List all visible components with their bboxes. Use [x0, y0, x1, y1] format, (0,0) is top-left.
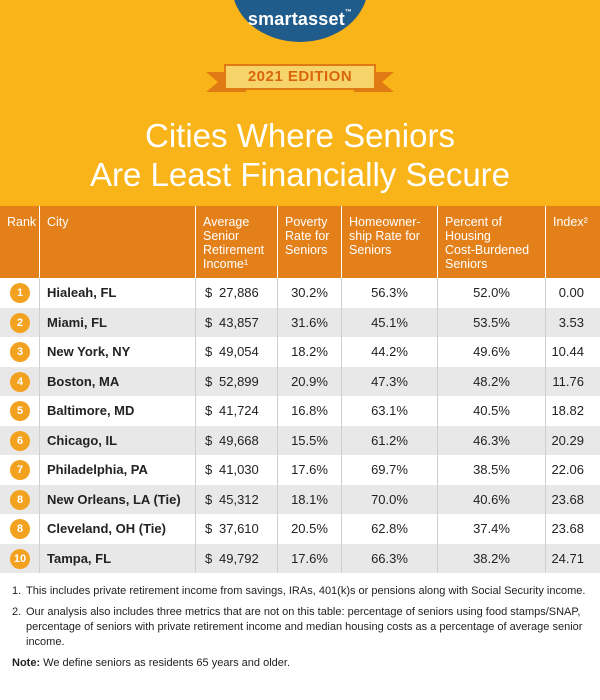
rank-badge: 1: [10, 283, 30, 303]
income-value: 43,857: [219, 314, 259, 330]
rank-cell: [0, 396, 40, 426]
city-cell: Baltimore, MD: [40, 396, 196, 426]
poverty-cell: 30.2%: [278, 278, 342, 308]
rank-badge: 10: [10, 549, 30, 569]
income-value: 41,030: [219, 462, 259, 477]
currency-symbol: $: [205, 550, 213, 566]
currency-symbol: $: [205, 314, 213, 330]
page-title: [0, 116, 600, 194]
rank-cell: [0, 485, 40, 515]
footnote-2: 2. Our analysis also includes three metrics that are not on this table: percentage of seniors using food stamps/SNAP, percentage of seniors with private retirement income and median housing costs as a percentage of average senior income.: [12, 606, 583, 648]
burdened-cell: 40.5%: [438, 396, 546, 426]
poverty-cell: 17.6%: [278, 544, 342, 574]
income-cell: [196, 396, 278, 426]
rank-cell: [0, 308, 40, 338]
currency-symbol: $: [205, 432, 213, 448]
income-value: 41,724: [219, 403, 259, 418]
currency-symbol: $: [205, 403, 213, 418]
rank-badge: 2: [10, 313, 30, 333]
burdened-cell: 49.6%: [438, 337, 546, 367]
income-value: 49,054: [219, 344, 259, 359]
homeownership-cell: 45.1%: [342, 308, 438, 338]
city-cell: Miami, FL: [40, 308, 196, 338]
rank-badge: 7: [10, 460, 30, 480]
index-cell: 3.53: [558, 314, 584, 330]
city-cell: New York, NY: [40, 337, 196, 367]
income-cell: [196, 278, 278, 308]
rank-cell: [0, 514, 40, 544]
table-row: [0, 396, 600, 426]
burdened-cell: 37.4%: [438, 514, 546, 544]
income-cell: [196, 367, 278, 397]
index-cell: 22.06: [551, 462, 584, 477]
column-header-income: Average Senior Retirement Income¹: [196, 206, 278, 278]
homeownership-cell: 44.2%: [342, 337, 438, 367]
column-header-index: Index²: [553, 215, 588, 229]
burdened-cell: 48.2%: [438, 367, 546, 397]
city-cell: Cleveland, OH (Tie): [40, 514, 196, 544]
currency-symbol: $: [205, 373, 213, 389]
column-header-city: City: [40, 206, 196, 278]
homeownership-cell: 70.0%: [342, 485, 438, 515]
rank-badge: 8: [10, 519, 30, 539]
homeownership-cell: 63.1%: [342, 396, 438, 426]
income-value: 49,792: [219, 550, 259, 566]
index-cell: 10.44: [551, 344, 584, 359]
income-cell: [196, 544, 278, 574]
table-row: [0, 337, 600, 367]
currency-symbol: $: [205, 521, 213, 536]
column-header-rank: Rank: [0, 206, 40, 278]
poverty-cell: 31.6%: [278, 308, 342, 338]
note-line: Note: We define seniors as residents 65 years and older.: [12, 657, 290, 669]
homeownership-cell: 61.2%: [342, 426, 438, 456]
footnote-1: 1. This includes private retirement income from savings, IRAs, 401(k)s or pensions along with Social Security income.: [12, 585, 586, 597]
title-line-2: Are Least Financially Secure: [89, 156, 511, 193]
index-cell: 0.00: [558, 285, 584, 300]
burdened-cell: 38.5%: [438, 455, 546, 485]
index-cell: 20.29: [551, 432, 584, 448]
poverty-cell: 17.6%: [278, 455, 342, 485]
rank-cell: [0, 337, 40, 367]
burdened-cell: 53.5%: [438, 308, 546, 338]
index-cell: 24.71: [551, 550, 584, 566]
burdened-cell: 46.3%: [438, 426, 546, 456]
burdened-cell: 38.2%: [438, 544, 546, 574]
table-row: [0, 544, 600, 574]
table-row: [0, 278, 600, 308]
index-cell: 23.68: [551, 521, 584, 536]
index-cell: 18.82: [551, 403, 584, 418]
brand-logo: smartasset™: [247, 9, 353, 29]
rank-badge: 4: [10, 372, 30, 392]
city-cell: Tampa, FL: [40, 544, 196, 574]
income-cell: [196, 426, 278, 456]
currency-symbol: $: [205, 462, 213, 477]
rank-badge: 8: [10, 490, 30, 510]
index-cell: 11.76: [552, 373, 584, 389]
rank-badge: 3: [10, 342, 30, 362]
currency-symbol: $: [205, 285, 213, 300]
homeownership-cell: 47.3%: [342, 367, 438, 397]
table-row: [0, 308, 600, 338]
income-cell: [196, 337, 278, 367]
city-cell: Boston, MA: [40, 367, 196, 397]
burdened-cell: 40.6%: [438, 485, 546, 515]
homeownership-cell: 66.3%: [342, 544, 438, 574]
currency-symbol: $: [205, 491, 213, 507]
index-cell: 23.68: [551, 491, 584, 507]
income-value: 37,610: [219, 521, 259, 536]
table-row: [0, 426, 600, 456]
income-value: 45,312: [219, 491, 259, 507]
rank-cell: [0, 278, 40, 308]
column-header-poverty: Poverty Rate for Seniors: [278, 206, 342, 278]
column-header-cost-burdened: Percent of Housing Cost-Burdened Seniors: [438, 206, 546, 278]
homeownership-cell: 56.3%: [342, 278, 438, 308]
city-cell: Philadelphia, PA: [40, 455, 196, 485]
income-value: 27,886: [219, 285, 259, 300]
city-cell: Hialeah, FL: [40, 278, 196, 308]
title-line-1: Cities Where Seniors: [145, 117, 455, 154]
table-row: [0, 514, 600, 544]
currency-symbol: $: [205, 344, 213, 359]
rank-badge: 5: [10, 401, 30, 421]
poverty-cell: 20.5%: [278, 514, 342, 544]
homeownership-cell: 62.8%: [342, 514, 438, 544]
poverty-cell: 18.1%: [278, 485, 342, 515]
table-row: [0, 455, 600, 485]
city-cell: Chicago, IL: [40, 426, 196, 456]
income-cell: [196, 455, 278, 485]
edition-ribbon: 2021 EDITION: [224, 64, 376, 90]
income-value: 52,899: [219, 373, 259, 389]
column-header-homeownership: Homeowner- ship Rate for Seniors: [342, 206, 438, 278]
income-cell: [196, 308, 278, 338]
burdened-cell: 52.0%: [438, 278, 546, 308]
rank-cell: [0, 367, 40, 397]
poverty-cell: 15.5%: [278, 426, 342, 456]
table-row: [0, 367, 600, 397]
poverty-cell: 20.9%: [278, 367, 342, 397]
footnotes: [0, 584, 600, 671]
rank-cell: [0, 544, 40, 574]
income-value: 49,668: [219, 432, 259, 448]
income-cell: [196, 485, 278, 515]
table-row: [0, 485, 600, 515]
rank-cell: [0, 455, 40, 485]
table-header: [0, 206, 600, 278]
rank-cell: [0, 426, 40, 456]
homeownership-cell: 69.7%: [342, 455, 438, 485]
city-cell: New Orleans, LA (Tie): [40, 485, 196, 515]
rank-badge: 6: [10, 431, 30, 451]
income-cell: [196, 514, 278, 544]
infographic-header: [0, 0, 600, 206]
poverty-cell: 16.8%: [278, 396, 342, 426]
poverty-cell: 18.2%: [278, 337, 342, 367]
